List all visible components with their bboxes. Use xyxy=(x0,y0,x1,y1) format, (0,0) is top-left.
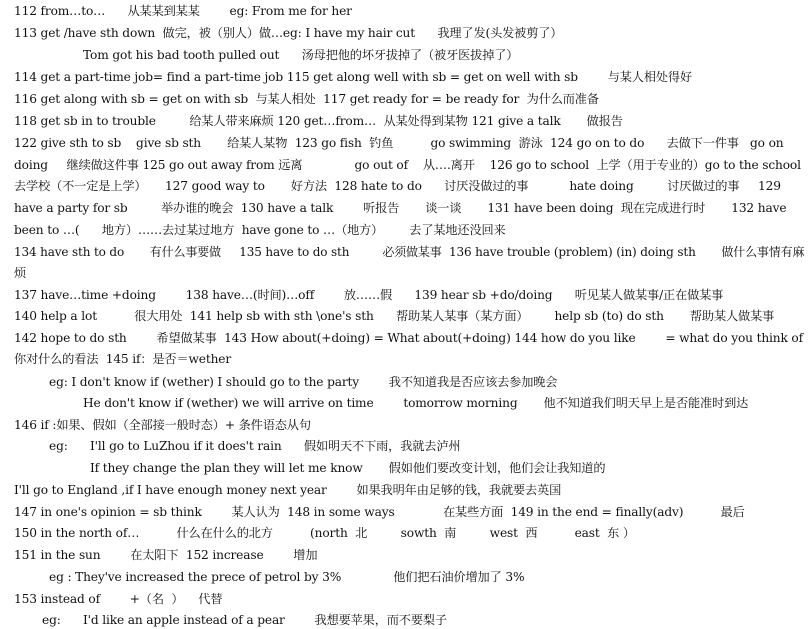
text-line: eg: I'd like an apple instead of a pear 我想要苹果，而不要梨子 xyxy=(42,613,447,627)
text-line: eg: I'll go to LuZhou if it does't rain 假如明天不下雨，我就去泸州 xyxy=(49,439,461,453)
text-line: Tom got his bad tooth pulled out 汤母把他的坏牙拔掉了（被牙医拔掉了） xyxy=(83,48,519,62)
text-line: 122 give sth to sb give sb sth 给某人某物 123 go fish 钓鱼 go swimming 游泳 124 go on to do 去做下一件事 go on xyxy=(14,136,784,150)
text-line: doing 继续做这件事 125 go out away from 远离 go out of 从….离开 126 go to school 上学（用于专业的）go to the school xyxy=(14,158,801,172)
text-line: 150 in the north of… 什么在什么的北方 (north 北 sowth 南 west 西 east 东 ） xyxy=(14,526,635,540)
text-line: 153 instead of +（名 ） 代替 xyxy=(14,592,223,606)
text-line: 烦 xyxy=(14,266,27,280)
text-line: 137 have…time +doing 138 have…(时间)…off 放……假 139 hear sb +do/doing 听见某人做某事/正在做某事 xyxy=(14,288,724,302)
text-line: 118 get sb in to trouble 给某人带来麻烦 120 get…from… 从某处得到某物 121 give a talk 做报告 xyxy=(14,114,623,128)
text-line: He don't know if (wether) we will arrive on time tomorrow morning 他不知道我们明天早上是否能准时到达 xyxy=(83,396,749,410)
text-line: eg : They've increased the prece of petrol by 3% 他们把石油价增加了 3% xyxy=(49,570,525,584)
text-line: 114 get a part-time job= find a part-time job 115 get along well with sb = get on well with sb 与某人相处得好 xyxy=(14,70,692,84)
text-line: 151 in the sun 在太阳下 152 increase 增加 xyxy=(14,548,318,562)
text-line: 116 get along with sb = get on with sb 与某人相处 117 get ready for = be ready for 为什么而准备 xyxy=(14,92,599,106)
text-line: 去学校（不一定是上学） 127 good way to 好方法 128 hate to do 讨厌没做过的事 hate doing 讨厌做过的事 129 xyxy=(14,179,781,193)
text-line: 142 hope to do sth 希望做某事 143 How about(+doing) = What about(+doing) 144 how do you like = what do you think of xyxy=(14,331,803,345)
text-line: 你对什么的看法 145 if：是否＝wether xyxy=(14,352,232,366)
text-line: have a party for sb 举办谁的晚会 130 have a talk 听报告 谈一谈 131 have been doing 现在完成进行时 132 have xyxy=(14,201,787,215)
text-line: 112 from…to… 从某某到某某 eg: From me for her xyxy=(14,4,352,18)
text-line: 147 in one's opinion = sb think 某人认为 148 in some ways 在某些方面 149 in the end = finally(adv) 最后 xyxy=(14,505,745,519)
text-line: 113 get /have sth down 做完，被（别人）做…eg: I have my hair cut 我理了发(头发被剪了） xyxy=(14,26,563,40)
text-line: 146 if :如果、假如（全部接一般时态）+ 条件语态从句 xyxy=(14,418,311,432)
text-line: If they change the plan they will let me know 假如他们要改变计划，他们会让我知道的 xyxy=(90,461,606,475)
text-line: 140 help a lot 很大用处 141 help sb with sth \one's sth 帮助某人某事（某方面） help sb (to) do sth 帮助某人做某事 xyxy=(14,309,775,323)
text-line: I'll go to England ,if I have enough money next year 如果我明年由足够的钱，我就要去英国 xyxy=(14,483,562,497)
text-line: 134 have sth to do 有什么事要做 135 have to do sth 必须做某事 136 have trouble (problem) (in) doing sth 做什么事情有麻 xyxy=(14,245,805,259)
text-line: eg: I don't know if (wether) I should go to the party 我不知道我是否应该去参加晚会 xyxy=(49,375,558,389)
text-line: been to …( 地方）……去过某过地方 have gone to …（地方） 去了某地还没回来 xyxy=(14,223,506,237)
